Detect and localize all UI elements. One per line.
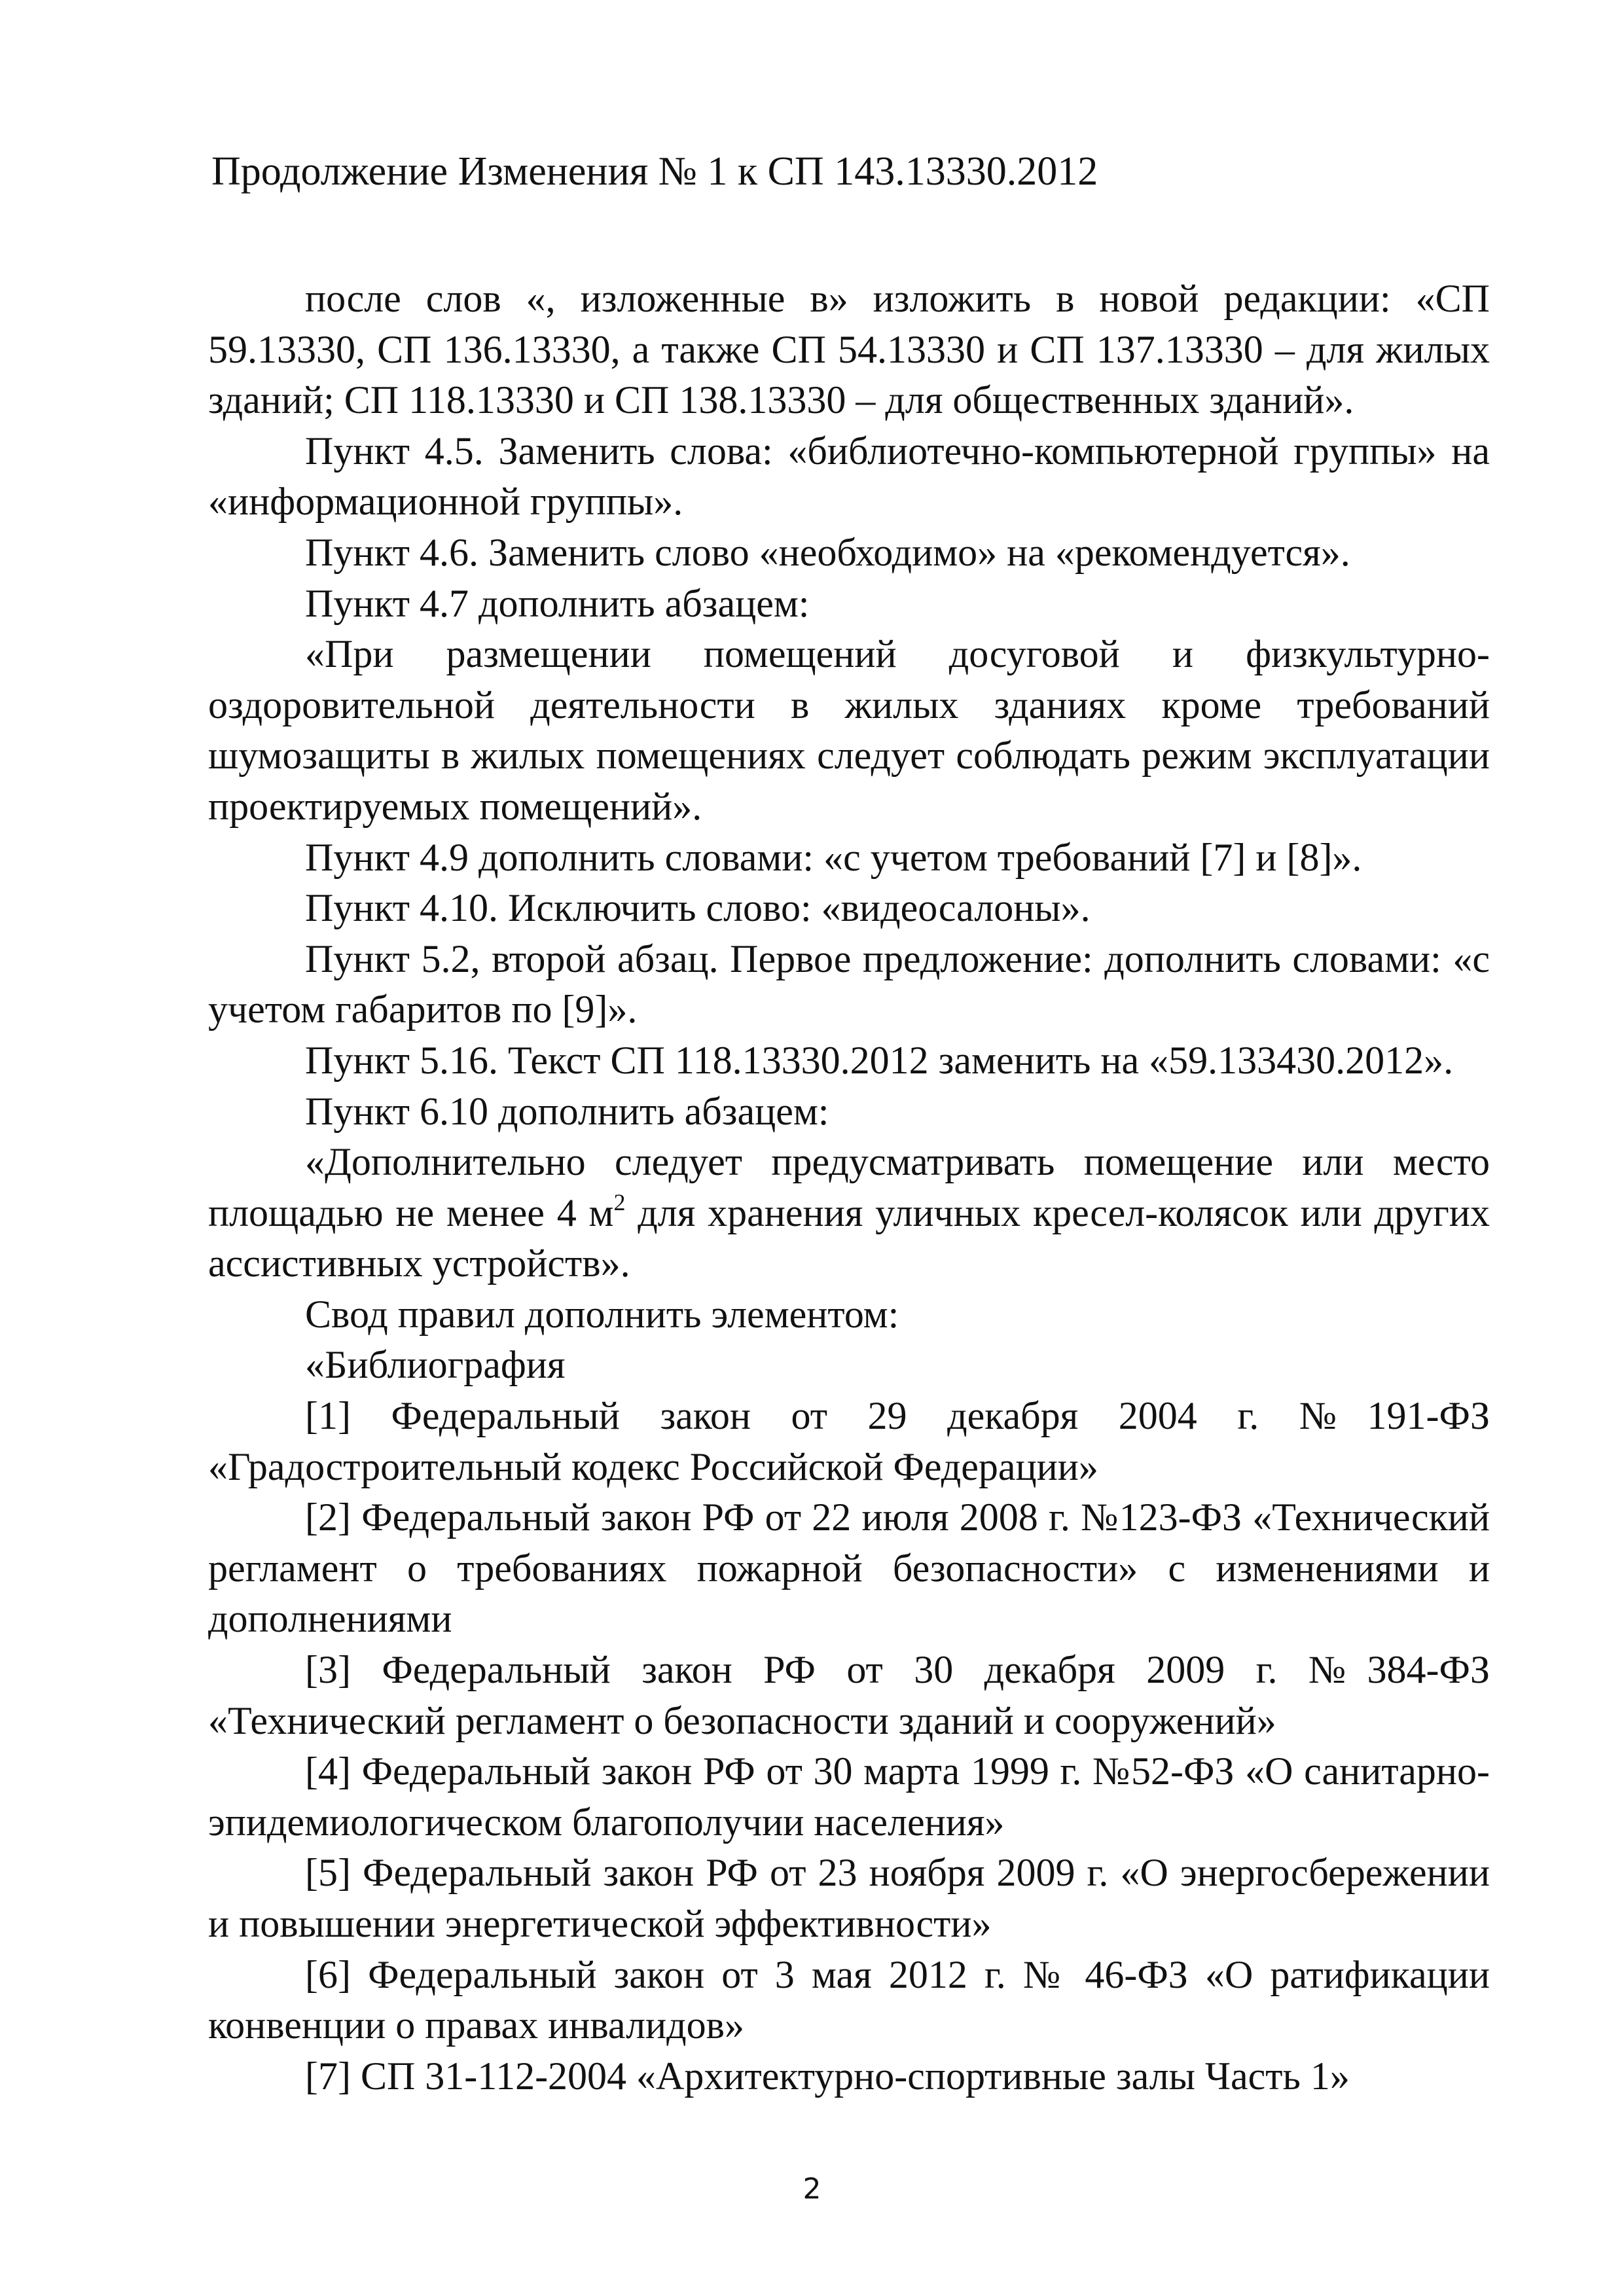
document-body [208,274,1490,2102]
bibliography-heading: «Библиография [305,1343,566,1387]
paragraph-leisure-requirements: «При размещении помещений досуговой и физкультурно-оздоровительной деятельности в жилых зданиях кроме требований шумозащиты в жилых помещениях следует соблюдать режим эксплуатации проектируемых помещений». [208,632,1490,828]
bibliography-item-5: [5] Федеральный закон РФ от 23 ноября 2009 г. «О энергосбережении и повышении энергетической эффективности» [208,1851,1490,1945]
paragraph-storage-requirements [208,1137,1490,1289]
paragraph-item-4-10: Пункт 4.10. Исключить слово: «видеосалоны». [305,886,1091,930]
storage-text-before: «Дополнительно следует предусматривать помещение или место площадью не менее 4 м [208,1140,1490,1234]
paragraph-item-4-7: Пункт 4.7 дополнить абзацем: [305,581,810,625]
bibliography-item-3: [3] Федеральный закон РФ от 30 декабря 2009 г. №384-ФЗ «Технический регламент о безопасности зданий и сооружений» [208,1648,1490,1742]
bibliography-item-6: [6] Федеральный закон от 3 мая 2012 г. № 46-ФЗ «О ратификации конвенции о правах инвалидов» [208,1952,1490,2047]
paragraph-intro: после слов «, изложенные в» изложить в новой редакции: «СП 59.13330, СП 136.13330, а также СП 54.13330 и СП 137.13330 – для жилых зданий; СП 118.13330 и СП 138.13330 – для общественных зданий». [208,277,1490,422]
paragraph-item-6-10: Пункт 6.10 дополнить абзацем: [305,1089,829,1133]
square-meter-superscript: 2 [613,1189,626,1215]
document-header: Продолжение Изменения № 1 к СП 143.13330.2012 [211,149,1098,194]
paragraph-item-4-6: Пункт 4.6. Заменить слово «необходимо» на «рекомендуется». [305,530,1350,574]
bibliography-item-7: [7] СП 31-112-2004 «Архитектурно-спортивные залы Часть 1» [305,2054,1350,2098]
bibliography-item-2: [2] Федеральный закон РФ от 22 июля 2008 г. №123-ФЗ «Технический регламент о требованиях пожарной безопасности» с изменениями и дополнениями [208,1496,1490,1641]
page-number: 2 [803,2172,821,2206]
paragraph-item-4-5: Пункт 4.5. Заменить слова: «библиотечно-компьютерной группы» на «информационной группы». [208,429,1490,524]
storage-text-after: для хранения уличных кресел-колясок или других ассистивных устройств». [208,1191,1490,1285]
paragraph-add-element: Свод правил дополнить элементом: [305,1292,899,1336]
bibliography-item-1: [1] Федеральный закон от 29 декабря 2004 г. №191-ФЗ «Градостроительный кодекс Российской Федерации» [208,1394,1490,1488]
paragraph-item-4-9: Пункт 4.9 дополнить словами: «с учетом требований [7] и [8]». [305,835,1362,879]
paragraph-item-5-16: Пункт 5.16. Текст СП 118.13330.2012 заменить на «59.133430.2012». [305,1038,1454,1082]
paragraph-item-5-2: Пункт 5.2, второй абзац. Первое предложение: дополнить словами: «с учетом габаритов по [9]». [208,937,1490,1031]
bibliography-item-4: [4] Федеральный закон РФ от 30 марта 1999 г. №52-ФЗ «О санитарно-эпидемиологическом благополучии населения» [208,1749,1490,1844]
